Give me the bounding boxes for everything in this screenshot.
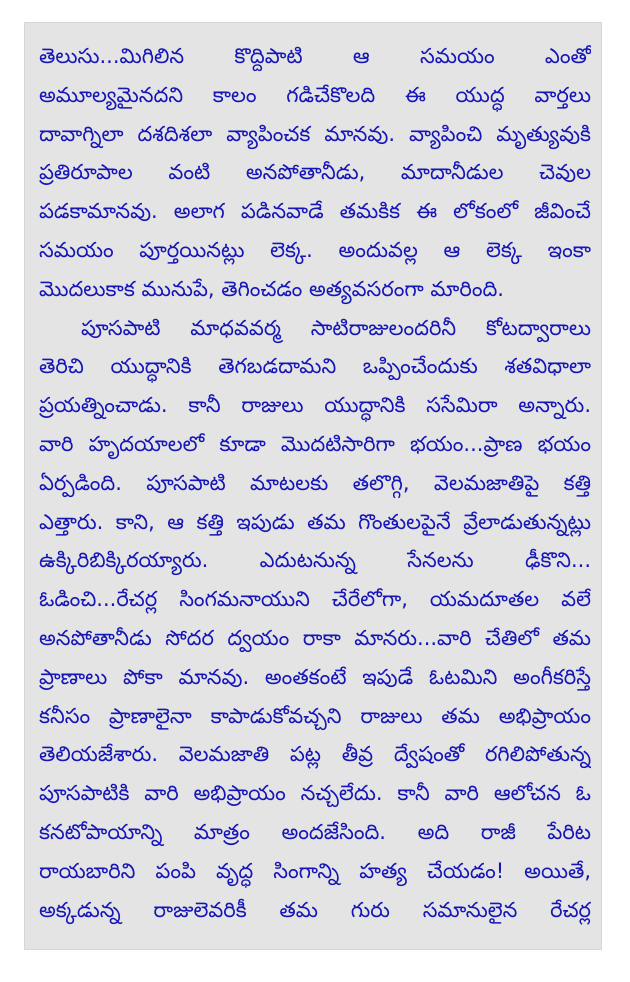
paragraph-2-line-16: అక్కడున్న రాజులెవరికీ తమ గురు సమానులైన రేచర్ల: [39, 897, 591, 922]
paragraph-2-line-15: రాయబారిని పంపి వృద్ధ సింగాన్ని హత్య చేయడం! అయితే,: [39, 858, 591, 883]
paragraph-2-line-3: ప్రయత్నించాడు. కానీ రాజులు యుద్ధానికి ససేమిరా అన్నారు.: [39, 393, 591, 418]
paragraph-2-line-14: కనటోపాయాన్ని మాత్రం అందజేసింది. అది రాజీ పేరిట: [39, 819, 591, 844]
paragraph-2-line-8: ఓడించి...రేచర్ల సింగమనాయుని చేరేలోగా, యమదూతల వలే: [39, 587, 591, 612]
paragraph-2-line-2: తెరిచి యుద్ధానికి తెగబడదామని ఒప్పించేందుకు శతవిధాలా: [39, 354, 591, 379]
paragraph-2-line-5: ఏర్పడింది. పూసపాటి మాటలకు తలొగ్గి, వెలమజాతిపై కత్తి: [39, 470, 591, 495]
paragraph-1-line-2: అమూల్యమైనదని కాలం గడిచేకొలది ఈ యుద్ధ వార్తలు: [39, 82, 591, 107]
paragraph-1-line-3: దావాగ్నిలా దశదిశలా వ్యాపించక మానవు. వ్యాపించి మృత్యువుకి: [39, 121, 591, 146]
text-body: [39, 37, 591, 929]
paragraph-2-line-10: ప్రాణాలు పోకా మానవు. అంతకంటే ఇపుడే ఓటమిని అంగీకరిస్తే: [39, 664, 591, 689]
paragraph-1-line-6: సమయం పూర్తయినట్లు లెక్క. అందువల్ల ఆ లెక్క ఇంకా: [39, 237, 591, 262]
paragraph-2-line-11: కనీసం ప్రాణాలైనా కాపాడుకోవచ్చని రాజులు తమ అభిప్రాయం: [39, 703, 591, 728]
paragraph-2-line-7: ఉక్కిరిబిక్కిరయ్యారు. ఎదుటనున్న సేనలను ఢీకొని...: [39, 548, 591, 573]
paragraph-1-line-7: మొదలుకాక మునుపే, తెగించడం అత్యవసరంగా మారింది.: [39, 276, 504, 301]
paragraph-2-line-12: తెలియజేశారు. వెలమజాతి పట్ల తీవ్ర ద్వేషంతో రగిలిపోతున్న: [39, 742, 591, 767]
paragraph-2-line-6: ఎత్తారు. కాని, ఆ కత్తి ఇపుడు తమ గొంతులపైనే వ్రేలాడుతున్నట్లు: [39, 509, 591, 534]
paragraph-1-line-4: ప్రతిరూపాల వంటి అనపోతానీడు, మాదానీడుల చెవుల: [39, 160, 591, 185]
paragraph-2-line-13: పూసపాటికి వారి అభిప్రాయం నచ్చలేదు. కానీ వారి ఆలోచన ఓ: [39, 781, 591, 806]
paragraph-2-line-9: అనపోతానీడు సోదర ద్వయం రాకా మానరు...వారి చేతిలో తమ: [39, 625, 591, 650]
paragraph-2-line-4: వారి హృదయాలలో కూడా మొదటిసారిగా భయం...ప్రాణ భయం: [39, 431, 591, 456]
paragraph-1-line-1: తెలుసు...మిగిలిన కొద్దిపాటి ఆ సమయం ఎంతో: [39, 44, 591, 68]
paragraph-1-line-5: పడకామానవు. అలాగ పడినవాడే తమకిక ఈ లోకంలో జీవించే: [39, 199, 591, 224]
page-panel: [24, 22, 602, 950]
paragraph-2-line-1: పూసపాటి మాధవవర్మ సాటిరాజులందరినీ కోటద్వారాలు: [81, 315, 591, 340]
